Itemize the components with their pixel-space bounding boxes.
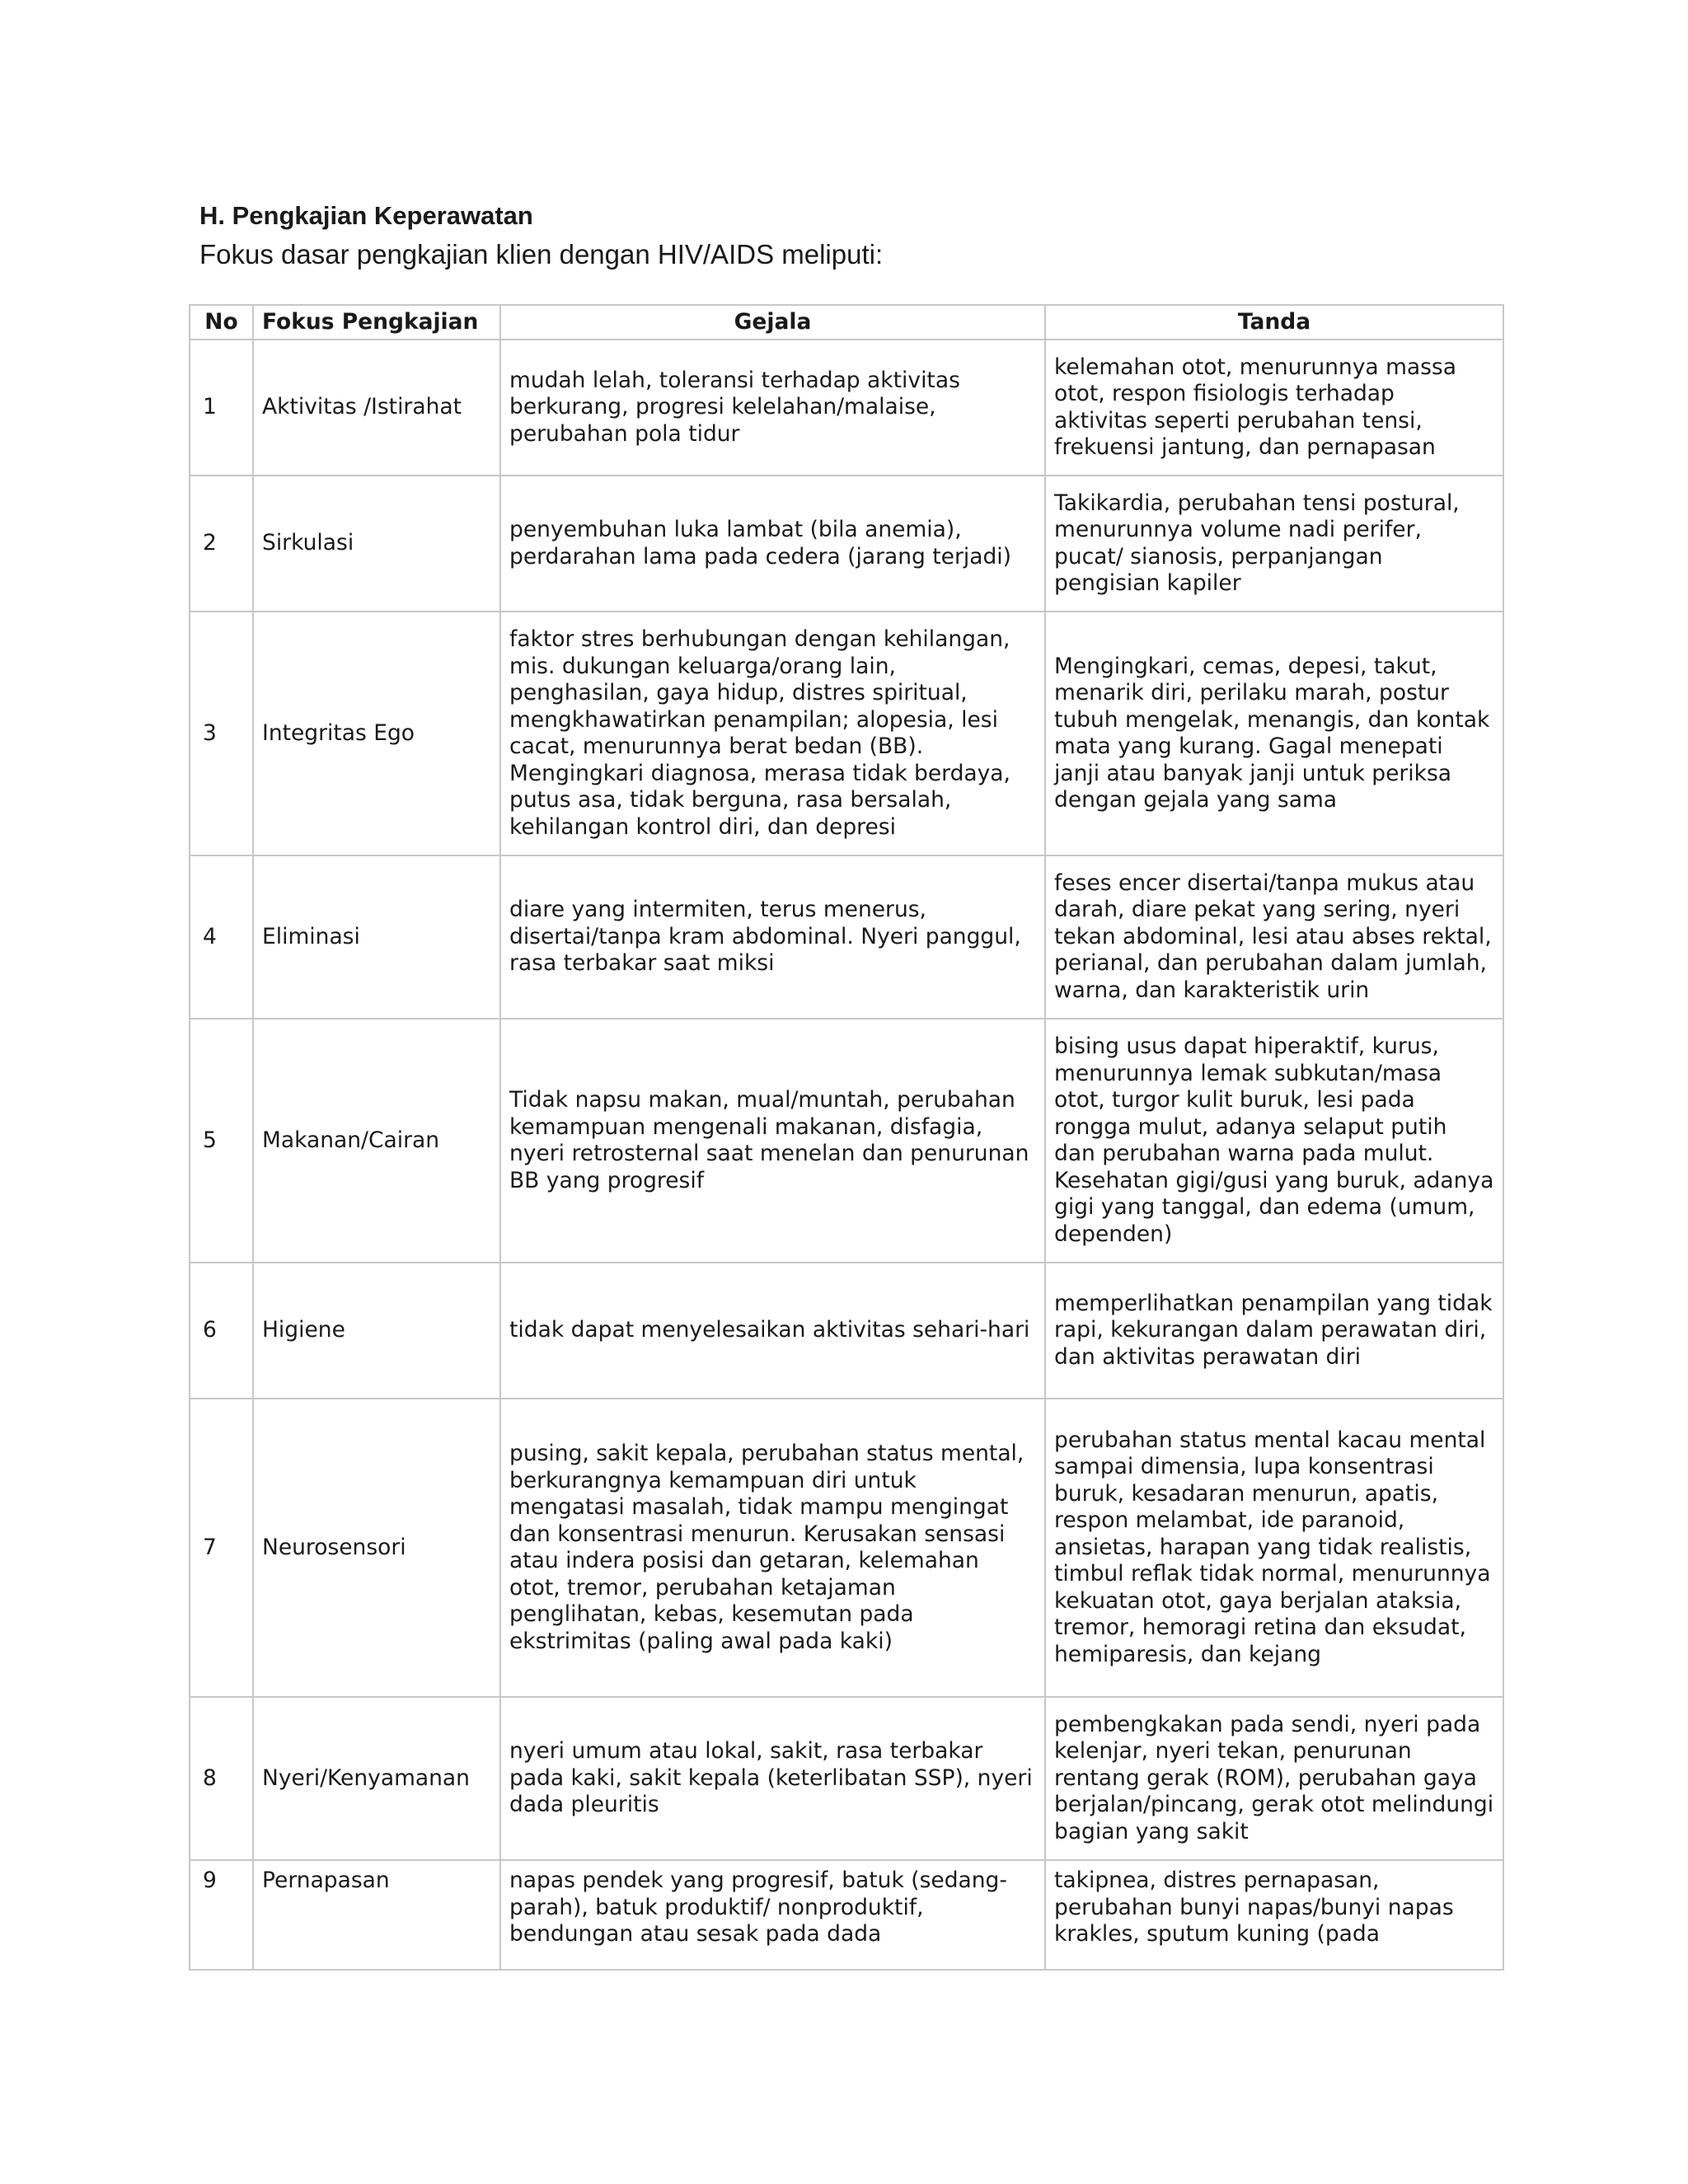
row-focus: Aktivitas /Istirahat xyxy=(253,340,500,476)
table-row xyxy=(190,476,1503,612)
table-row xyxy=(190,1019,1503,1263)
row-number: 3 xyxy=(190,612,253,855)
row-number: 5 xyxy=(190,1019,253,1263)
row-signs: memperlihatkan penampilan yang tidak rapi, kekurangan dalam perawatan diri, dan aktivitas perawatan diri xyxy=(1045,1263,1503,1399)
header-no: No xyxy=(190,305,253,340)
row-symptoms: mudah lelah, toleransi terhadap aktivitas berkurang, progresi kelelahan/malaise, perubahan pola tidur xyxy=(500,340,1045,476)
table-row xyxy=(190,1263,1503,1399)
row-signs: pembengkakan pada sendi, nyeri pada kelenjar, nyeri tekan, penurunan rentang gerak (ROM), perubahan gaya berjalan/pincang, gerak otot melindungi bagian yang sakit xyxy=(1045,1697,1503,1860)
row-number: 7 xyxy=(190,1399,253,1697)
row-signs: feses encer disertai/tanpa mukus atau darah, diare pekat yang sering, nyeri tekan abdominal, lesi atau abses rektal, perianal, dan perubahan dalam jumlah, warna, dan karakteristik urin xyxy=(1045,855,1503,1019)
table-header-row xyxy=(190,305,1503,340)
table-row xyxy=(190,1697,1503,1860)
row-symptoms: napas pendek yang progresif, batuk (sedang-parah), batuk produktif/ nonproduktif, bendungan atau sesak pada dada xyxy=(500,1860,1045,1970)
intro-text: Fokus dasar pengkajian klien dengan HIV/AIDS meliputi: xyxy=(199,239,884,269)
row-signs: Mengingkari, cemas, depesi, takut, menarik diri, perilaku marah, postur tubuh mengelak, menangis, dan kontak mata yang kurang. Gagal menepati janji atau banyak janji untuk periksa dengan gejala yang sama xyxy=(1045,612,1503,855)
row-signs: kelemahan otot, menurunnya massa otot, respon fisiologis terhadap aktivitas seperti perubahan tensi, frekuensi jantung, dan pernapasan xyxy=(1045,340,1503,476)
row-symptoms: Tidak napsu makan, mual/muntah, perubahan kemampuan mengenali makanan, disfagia, nyeri retrosternal saat menelan dan penurunan BB yang progresif xyxy=(500,1019,1045,1263)
row-symptoms: nyeri umum atau lokal, sakit, rasa terbakar pada kaki, sakit kepala (keterlibatan SSP), nyeri dada pleuritis xyxy=(500,1697,1045,1860)
row-number: 1 xyxy=(190,340,253,476)
row-focus: Nyeri/Kenyamanan xyxy=(253,1697,500,1860)
row-signs: Takikardia, perubahan tensi postural, menurunnya volume nadi perifer, pucat/ sianosis, perpanjangan pengisian kapiler xyxy=(1045,476,1503,612)
row-signs: takipnea, distres pernapasan, perubahan bunyi napas/bunyi napas krakles, sputum kuning (pada xyxy=(1045,1860,1503,1970)
row-number: 4 xyxy=(190,855,253,1019)
row-signs: perubahan status mental kacau mental sampai dimensia, lupa konsentrasi buruk, kesadaran menurun, apatis, respon melambat, ide paranoid, ansietas, harapan yang tidak realistis, timbul reflak tidak normal, menurunnya kekuatan otot, gaya berjalan ataksia, tremor, hemoragi retina dan eksudat, hemiparesis, dan kejang xyxy=(1045,1399,1503,1697)
row-symptoms: penyembuhan luka lambat (bila anemia), perdarahan lama pada cedera (jarang terjadi) xyxy=(500,476,1045,612)
row-focus: Makanan/Cairan xyxy=(253,1019,500,1263)
row-focus: Pernapasan xyxy=(253,1860,500,1970)
row-focus: Neurosensori xyxy=(253,1399,500,1697)
row-number: 8 xyxy=(190,1697,253,1860)
row-symptoms: diare yang intermiten, terus menerus, disertai/tanpa kram abdominal. Nyeri panggul, rasa terbakar saat miksi xyxy=(500,855,1045,1019)
table-row xyxy=(190,855,1503,1019)
row-focus: Higiene xyxy=(253,1263,500,1399)
row-symptoms: pusing, sakit kepala, perubahan status mental, berkurangnya kemampuan diri untuk mengatasi masalah, tidak mampu mengingat dan konsentrasi menurun. Kerusakan sensasi atau indera posisi dan getaran, kelemahan otot, tremor, perubahan ketajaman penglihatan, kebas, kesemutan pada ekstrimitas (paling awal pada kaki) xyxy=(500,1399,1045,1697)
section-title: H. Pengkajian Keperawatan xyxy=(199,201,533,230)
row-focus: Integritas Ego xyxy=(253,612,500,855)
row-symptoms: faktor stres berhubungan dengan kehilangan, mis. dukungan keluarga/orang lain, penghasilan, gaya hidup, distres spiritual, mengkhawatirkan penampilan; alopesia, lesi cacat, menurunnya berat bedan (BB). Mengingkari diagnosa, merasa tidak berdaya, putus asa, tidak berguna, rasa bersalah, kehilangan kontrol diri, dan depresi xyxy=(500,612,1045,855)
row-number: 6 xyxy=(190,1263,253,1399)
row-number: 9 xyxy=(190,1860,253,1970)
row-number: 2 xyxy=(190,476,253,612)
header-signs: Tanda xyxy=(1045,305,1503,340)
row-focus: Eliminasi xyxy=(253,855,500,1019)
row-focus: Sirkulasi xyxy=(253,476,500,612)
assessment-table xyxy=(189,304,1504,1971)
table-row xyxy=(190,1860,1503,1970)
header-symptoms: Gejala xyxy=(500,305,1045,340)
row-signs: bising usus dapat hiperaktif, kurus, menurunnya lemak subkutan/masa otot, turgor kulit buruk, lesi pada rongga mulut, adanya selaput putih dan perubahan warna pada mulut. Kesehatan gigi/gusi yang buruk, adanya gigi yang tanggal, dan edema (umum, dependen) xyxy=(1045,1019,1503,1263)
table-row xyxy=(190,340,1503,476)
table-row xyxy=(190,612,1503,855)
header-focus: Fokus Pengkajian xyxy=(253,305,500,340)
table-row xyxy=(190,1399,1503,1697)
row-symptoms: tidak dapat menyelesaikan aktivitas sehari-hari xyxy=(500,1263,1045,1399)
